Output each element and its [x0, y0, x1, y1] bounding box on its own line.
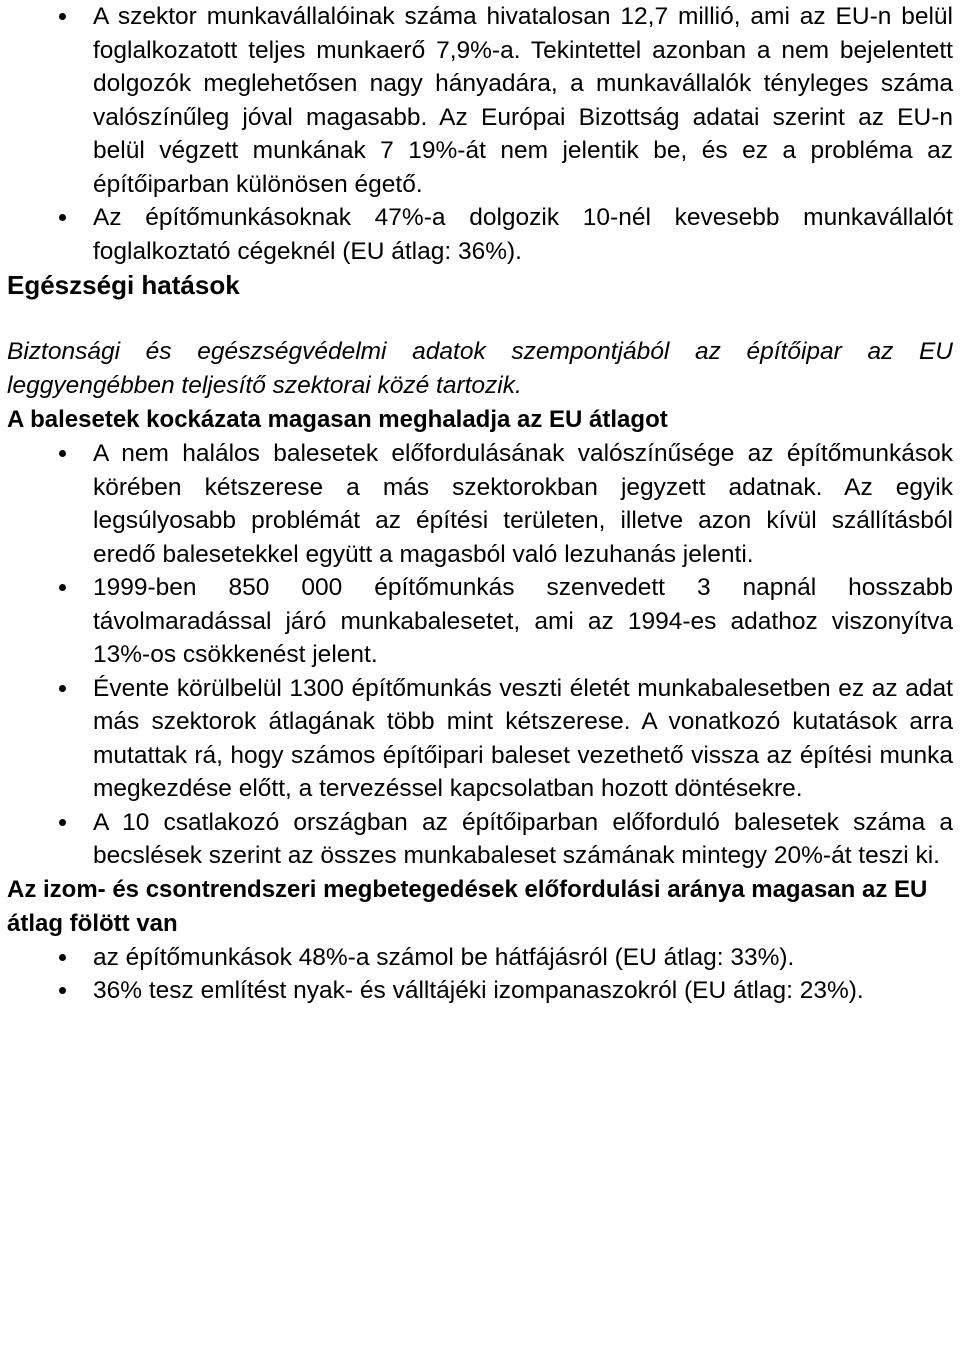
- accident-bullet-list: [7, 437, 953, 873]
- document-page: [7, 0, 953, 1008]
- list-item: az építőmunkások 48%-a számol be hátfájásról (EU átlag: 33%).: [7, 941, 953, 975]
- workforce-bullet-list: [7, 0, 953, 268]
- accident-risk-heading: A balesetek kockázata magasan meghaladja az EU átlagot: [7, 406, 668, 433]
- list-item: A nem halálos balesetek előfordulásának valószínűsége az építőmunkások körében kétszerese a más szektorokban jegyzett adatnak. Az egyik legsúlyosabb problémát az építési területen, illetve azon kívül szállításból eredő balesetekkel együtt a magasból való lezuhanás jelenti.: [7, 437, 953, 571]
- musculoskeletal-heading: Az izom- és csontrendszeri megbetegedések előfordulási aránya magasan az EU átlag fölött van: [7, 875, 928, 937]
- list-item: 36% tesz említést nyak- és válltájéki izompanaszokról (EU átlag: 23%).: [7, 974, 953, 1008]
- musculoskeletal-bullet-list: [7, 941, 953, 1008]
- health-effects-heading: Egészségi hatások: [7, 270, 240, 300]
- list-item: Az építőmunkásoknak 47%-a dolgozik 10-nél kevesebb munkavállalót foglalkoztató cégeknél (EU átlag: 36%).: [7, 201, 953, 268]
- list-item: 1999-ben 850 000 építőmunkás szenvedett 3 napnál hosszabb távolmaradással járó munkabalesetet, ami az 1994-es adathoz viszonyítva 13%-os csökkenést jelent.: [7, 571, 953, 672]
- list-item: A szektor munkavállalóinak száma hivatalosan 12,7 millió, ami az EU-n belül foglalkozatott teljes munkaerő 7,9%-a. Tekintettel azonban a nem bejelentett dolgozók meglehetősen nagy hányadára, a munkavállalók tényleges száma valószínűleg jóval magasabb. Az Európai Bizottság adatai szerint az EU-n belül végzett munkának 7 19%-át nem jelentik be, és ez a probléma az építőiparban különösen égető.: [7, 0, 953, 201]
- health-effects-intro: Biztonsági és egészségvédelmi adatok szempontjából az építőipar az EU leggyengébben teljesítő szektorai közé tartozik.: [7, 338, 953, 399]
- list-item: Évente körülbelül 1300 építőmunkás veszti életét munkabalesetben ez az adat más szektorok átlagának több mint kétszerese. A vonatkozó kutatások arra mutattak rá, hogy számos építőipari baleset vezethető vissza az építési munka megkezdése előtt, a tervezéssel kapcsolatban hozott döntésekre.: [7, 672, 953, 806]
- list-item: A 10 csatlakozó országban az építőiparban előforduló balesetek száma a becslések szerint az összes munkabaleset számának mintegy 20%-át teszi ki.: [7, 806, 953, 873]
